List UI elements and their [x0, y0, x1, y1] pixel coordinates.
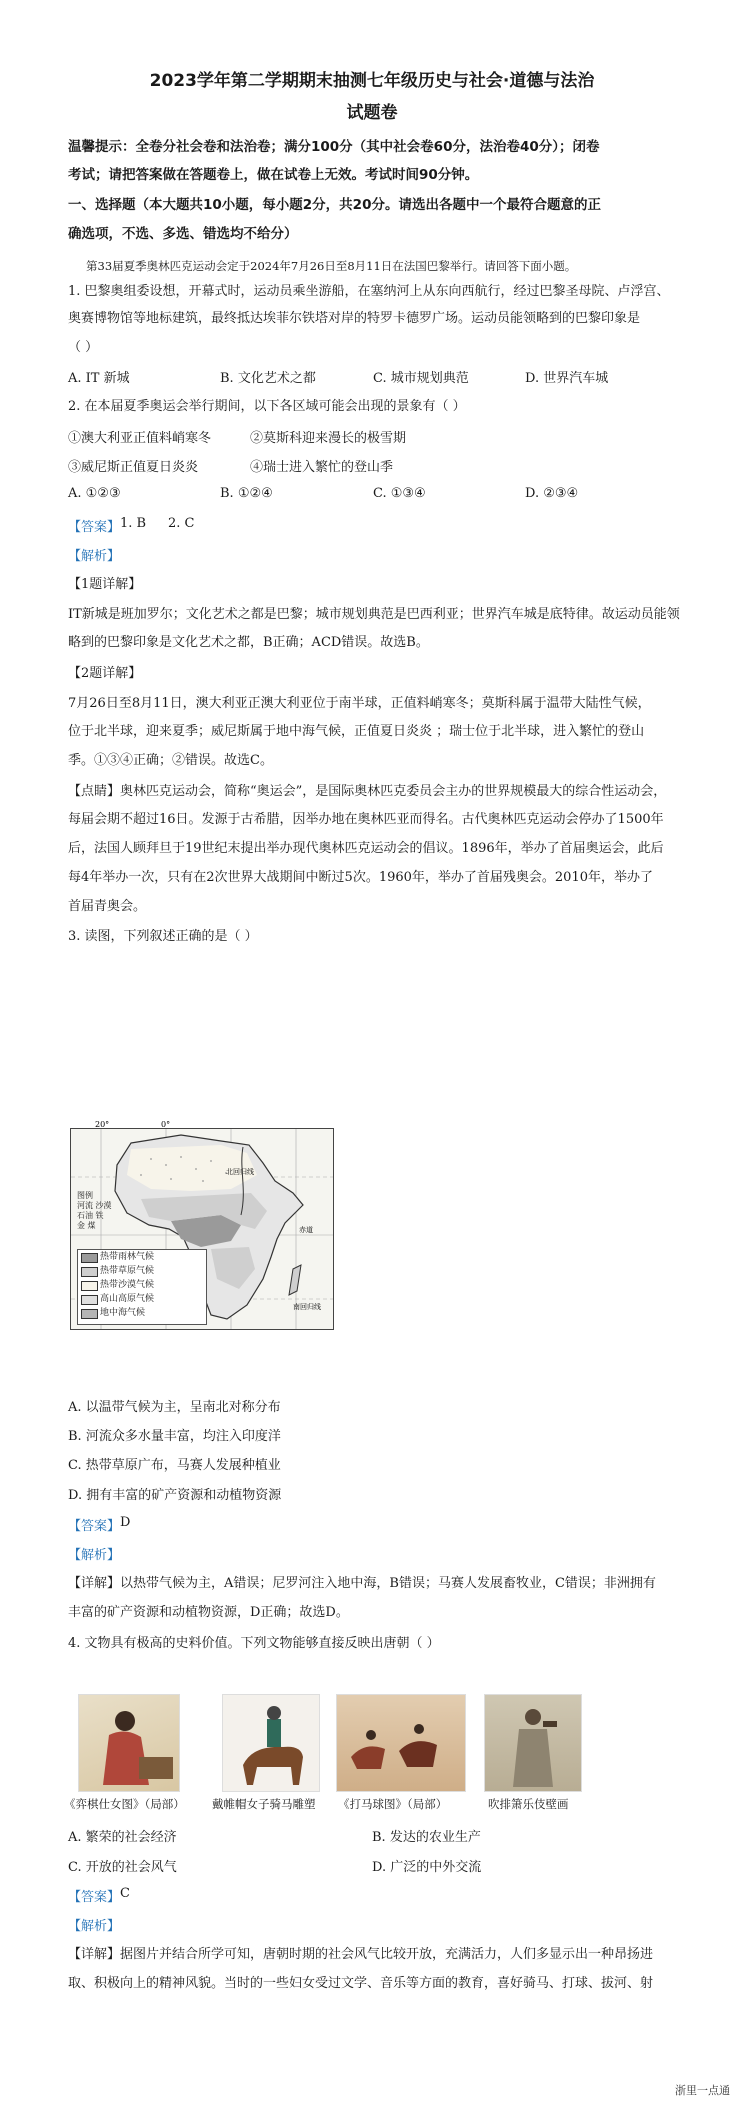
q1-stem: 奥赛博物馆等地标建筑，最终抵达埃菲尔铁塔对岸的特罗卡德罗广场。运动员能领略到的巴黎印象是 [68, 311, 641, 326]
detail-text [68, 1945, 680, 1965]
detail-label: 【2题详解】 [68, 666, 142, 681]
q1-option-c: C. 城市规划典范 [373, 371, 469, 386]
legend-item: 热带草原气候 [78, 1264, 206, 1278]
section-heading: 一、选择题（本大题共10小题，每小题2分，共20分。请选出各题中一个最符合题意的正 [68, 197, 601, 213]
detail-text: 季。①③④正确；②错误。故选C。 [68, 753, 273, 768]
detail-label: 【1题详解】 [68, 577, 142, 592]
page-subtitle: 试题卷 [346, 103, 398, 123]
detail-line: 以热带气候为主，A错误；尼罗河注入地中海，B错误；马赛人发展畜牧业，C错误；非洲拥有 [120, 1576, 656, 1591]
q1-option-a: A. IT 新城 [68, 371, 130, 386]
notice-line: 温馨提示：全卷分社会卷和法治卷；满分100分（其中社会卷60分，法治卷40分）；闭卷 [68, 139, 600, 155]
answer-label: 【答案】 [68, 520, 121, 535]
detail-label: 【详解】 [68, 1947, 121, 1962]
q4-option-d: D. 广泛的中外交流 [372, 1860, 482, 1875]
map-symbol: 河流 [77, 1201, 93, 1210]
statue-image [222, 1694, 320, 1792]
legend-item: 热带雨林气候 [78, 1250, 206, 1264]
section-heading: 确选项，不选、多选、错选均不给分） [68, 226, 298, 242]
answer-value: D [120, 1515, 131, 1530]
detail-text: 丰富的矿产资源和动植物资源，D正确；故选D。 [68, 1605, 349, 1620]
detail-text [68, 1574, 680, 1594]
q2-item: ③威尼斯正值夏日炎炎 [68, 460, 199, 475]
map-symbol: 沙漠 [95, 1201, 112, 1210]
tip-text [68, 782, 680, 802]
detail-text: 7月26日至8月11日，澳大利亚正澳大利亚位于南半球，正值料峭寒冬；莫斯科属于温带大陆性气候， [68, 696, 651, 711]
map-legend [77, 1249, 207, 1325]
tropic-n-label: 北回归线 [226, 1168, 254, 1176]
q2-option-d: D. ②③④ [525, 486, 579, 501]
q1-option-d: D. 世界汽车城 [525, 371, 609, 386]
answer-label: 【答案】 [68, 1519, 121, 1534]
legend-item: 高山高原气候 [78, 1292, 206, 1306]
answer-label: 【答案】 [68, 1890, 121, 1905]
equator-label: 赤道 [299, 1226, 313, 1234]
footer-watermark: 浙里一点通 [675, 2084, 730, 2097]
q4-option-c: C. 开放的社会风气 [68, 1860, 177, 1875]
tropic-s-label: 南回归线 [293, 1303, 321, 1311]
q4-option-b: B. 发达的农业生产 [372, 1830, 481, 1845]
tip-text: 后，法国人顾拜旦于19世纪末提出举办现代奥林匹克运动会的倡议。1896年，举办了首届奥运会，此后 [68, 841, 664, 856]
intro-text: 第33届夏季奥林匹克运动会定于2024年7月26日至8月11日在法国巴黎举行。请回答下面小题。 [86, 259, 577, 273]
q4-option-a: A. 繁荣的社会经济 [68, 1830, 177, 1845]
detail-text: IT新城是班加罗尔；文化艺术之都是巴黎；城市规划典范是巴西利亚；世界汽车城是底特律。故运动员能领 [68, 607, 680, 622]
q3-stem: 3. 读图，下列叙述正确的是（ ） [68, 929, 258, 944]
q3-option-a: A. 以温带气候为主，呈南北对称分布 [68, 1400, 281, 1415]
q3-option-d: D. 拥有丰富的矿产资源和动植物资源 [68, 1488, 282, 1503]
caption: 《弈棋仕女图》（局部） [64, 1797, 185, 1811]
q3-option-c: C. 热带草原广布，马赛人发展种植业 [68, 1458, 281, 1473]
detail-text: 取、积极向上的精神风貌。当时的一些妇女受过文学、音乐等方面的教育，喜好骑马、打球、拔河、射 [68, 1976, 654, 1991]
analysis-label: 【解析】 [68, 549, 121, 564]
detail-text: 略到的巴黎印象是文化艺术之都，B正确；ACD错误。故选B。 [68, 635, 429, 650]
q2-option-a: A. ①②③ [68, 486, 121, 501]
lon-label: 20° [95, 1120, 110, 1129]
map-symbol-legend [77, 1191, 137, 1231]
painting-image [78, 1694, 180, 1792]
caption: 吹排箫乐伎壁画 [488, 1797, 569, 1811]
q2-item: ①澳大利亚正值料峭寒冬 [68, 431, 212, 446]
tip-text: 首届青奥会。 [68, 899, 147, 914]
q2-option-b: B. ①②④ [220, 486, 273, 501]
q1-stem: 1. 巴黎奥组委设想，开幕式时，运动员乘坐游船，在塞纳河上从东向西航行，经过巴黎圣母院、卢浮宫、 [68, 284, 670, 299]
legend-item: 地中海气候 [78, 1306, 206, 1320]
tip-text: 每4年举办一次，只有在2次世界大战期间中断过5次。1960年，举办了首届残奥会。2010年，举办了 [68, 870, 653, 885]
analysis-label: 【解析】 [68, 1919, 121, 1934]
tip-text: 每届会期不超过16日。发源于古希腊，因举办地在奥林匹亚而得名。古代奥林匹克运动会停办了1500年 [68, 812, 664, 827]
map-legend-title: 图例 [77, 1191, 93, 1200]
tip-label: 【点睛】 [68, 784, 121, 799]
map-symbol: 煤 [87, 1221, 96, 1230]
analysis-label: 【解析】 [68, 1548, 121, 1563]
africa-map [70, 1120, 334, 1330]
detail-label: 【详解】 [68, 1576, 121, 1591]
q3-option-b: B. 河流众多水量丰富，均注入印度洋 [68, 1429, 281, 1444]
page-title: 2023学年第二学期期末抽测七年级历史与社会·道德与法治 [149, 71, 595, 91]
caption: 《打马球图》（局部） [338, 1797, 448, 1811]
q1-stem: （ ） [68, 340, 99, 355]
q2-option-c: C. ①③④ [373, 486, 426, 501]
musician-mural-image [484, 1694, 582, 1792]
answer-value: 1. B [120, 516, 147, 531]
map-symbol: 金 [77, 1221, 85, 1230]
detail-line: 据图片并结合所学可知，唐朝时期的社会风气比较开放，充满活力，人们多显示出一种昂扬进 [120, 1947, 654, 1962]
map-symbol: 石油 [77, 1211, 93, 1220]
answer-value: C [120, 1886, 130, 1901]
map-symbol: 铁 [95, 1211, 104, 1220]
lon-label: 0° [161, 1120, 171, 1129]
q2-stem: 2. 在本届夏季奥运会举行期间，以下各区域可能会出现的景象有（ ） [68, 399, 466, 414]
legend-item: 热带沙漠气候 [78, 1278, 206, 1292]
q4-stem: 4. 文物具有极高的史料价值。下列文物能够直接反映出唐朝（ ） [68, 1636, 440, 1651]
answer-value: 2. C [168, 516, 195, 531]
q2-item: ②莫斯科迎来漫长的极雪期 [250, 431, 407, 446]
q1-option-b: B. 文化艺术之都 [220, 371, 316, 386]
tip-line: 奥林匹克运动会，简称“奥运会”，是国际奥林匹克委员会主办的世界规模最大的综合性运动会， [120, 784, 667, 799]
notice-line: 考试；请把答案做在答题卷上，做在试卷上无效。考试时间90分钟。 [68, 167, 479, 183]
polo-mural-image [336, 1694, 466, 1792]
q2-item: ④瑞士进入繁忙的登山季 [250, 460, 394, 475]
caption: 戴帷帽女子骑马雕塑 [212, 1797, 316, 1811]
detail-text: 位于北半球，迎来夏季；威尼斯属于地中海气候，正值夏日炎炎 ；瑞士位于北半球，进入繁忙的登山 [68, 724, 645, 739]
